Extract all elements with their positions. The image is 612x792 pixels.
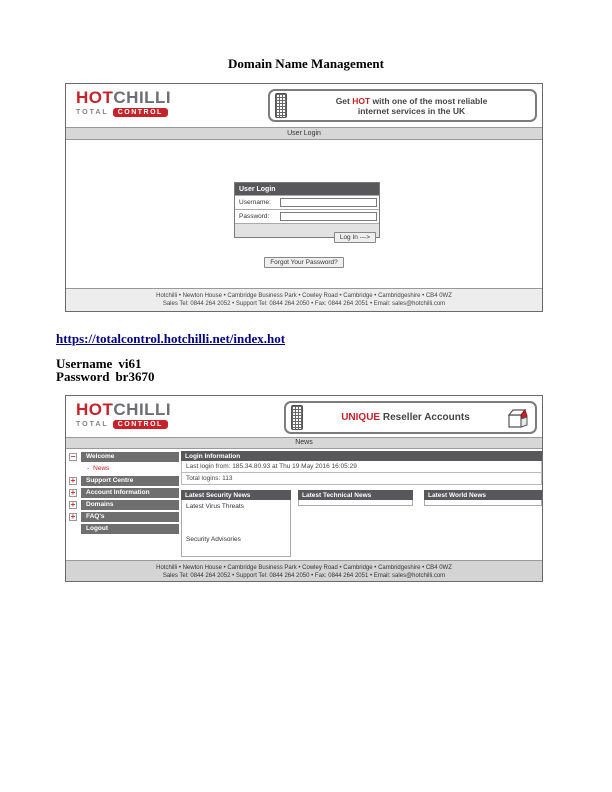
username-line-label: Username xyxy=(56,356,113,371)
sidebar-item-faqs[interactable] xyxy=(69,512,179,522)
footer-contact-line: Sales Tel: 0844 264 2052 • Support Tel: 0844 264 2050 • Fax: 0844 264 2051 • Email: sales@hotchilli.com xyxy=(162,573,446,579)
banner-text-rest: with one of the most reliable xyxy=(370,95,488,106)
site-footer xyxy=(66,288,542,311)
banner-text-highlight: UNIQUE xyxy=(341,411,381,423)
logo-control-badge: CONTROL xyxy=(113,108,168,117)
total-logins-row: Total logins: 113 xyxy=(181,473,542,485)
banner-text-line2: internet services in the UK xyxy=(357,105,466,116)
username-label: Username: xyxy=(239,199,271,206)
panel-header: Latest Security News xyxy=(181,490,291,500)
login-main-area xyxy=(66,140,542,290)
latest-virus-threats-link[interactable]: Latest Virus Threats xyxy=(186,503,244,510)
panel-header: Latest Technical News xyxy=(298,490,413,500)
promo-banner xyxy=(268,89,537,122)
sidebar-item-account-information[interactable] xyxy=(69,488,179,498)
panel-header: Latest World News xyxy=(424,490,542,500)
username-input[interactable] xyxy=(280,198,377,207)
expand-plus-icon[interactable]: + xyxy=(70,512,76,521)
banner-text-pre: Get xyxy=(335,95,353,106)
news-page-header xyxy=(66,396,542,437)
user-login-panel-header: User Login xyxy=(235,183,379,195)
login-information-header: Login Information xyxy=(181,451,542,461)
totalcontrol-link[interactable]: https://totalcontrol.hotchilli.net/index.hot xyxy=(56,331,286,346)
banner-text-rest: Reseller Accounts xyxy=(380,411,470,423)
logo-wordmark xyxy=(76,90,171,106)
sidebar-item-label[interactable]: FAQ's xyxy=(81,512,179,522)
sidebar-item-label[interactable]: Support Centre xyxy=(81,476,179,486)
username-line-value: vi61 xyxy=(118,356,142,371)
panel-body xyxy=(181,500,291,557)
package-box-icon xyxy=(506,407,530,429)
hotchilli-logo xyxy=(76,90,171,117)
sidebar-item-label[interactable]: Account Information xyxy=(81,488,179,498)
password-line-label: Password xyxy=(56,369,110,384)
server-grid-icon xyxy=(291,405,303,430)
hotchilli-logo xyxy=(76,402,171,429)
forgot-password-row xyxy=(66,251,542,269)
logo-chilli-text: CHILLI xyxy=(113,88,172,107)
latest-security-news-panel xyxy=(181,490,291,557)
sidebar-item-welcome[interactable] xyxy=(69,452,179,462)
footer-address-line: Hotchilli • Newton House • Cambridge Business Park • Cowley Road • Cambridge • Cambridgeshire • CB4 0WZ xyxy=(156,565,452,571)
server-grid-icon xyxy=(275,93,287,118)
news-content-area xyxy=(66,449,542,562)
forgot-password-button[interactable]: Forgot Your Password? xyxy=(264,257,344,268)
page-section-bar: News xyxy=(66,437,542,449)
panel-body xyxy=(298,500,413,506)
sidebar-subitem-news[interactable] xyxy=(69,464,179,474)
logo-subline xyxy=(76,420,171,429)
site-footer xyxy=(66,560,542,581)
expand-plus-icon[interactable]: + xyxy=(70,476,76,485)
password-input[interactable] xyxy=(280,212,377,221)
sidebar-item-logout[interactable] xyxy=(69,524,179,534)
news-main-panels xyxy=(181,451,542,558)
sidebar-item-support-centre[interactable] xyxy=(69,476,179,486)
logo-total-text: TOTAL xyxy=(76,109,109,116)
banner-text-highlight: HOT xyxy=(352,95,371,106)
logo-hot-text: HOT xyxy=(76,400,114,419)
password-row xyxy=(235,209,379,223)
logo-control-badge: CONTROL xyxy=(113,420,168,429)
logo-chilli-text: CHILLI xyxy=(113,400,172,419)
expand-plus-icon[interactable]: + xyxy=(70,500,76,509)
user-login-panel xyxy=(234,182,380,241)
panel-body xyxy=(424,500,542,506)
password-line-value: br3670 xyxy=(115,369,155,384)
latest-world-news-panel xyxy=(424,490,542,506)
password-line xyxy=(56,370,154,383)
expand-plus-icon[interactable]: + xyxy=(70,488,76,497)
sidebar-menu xyxy=(69,452,179,536)
security-advisories-link[interactable]: Security Advisories xyxy=(186,536,241,543)
logo-hot-text: HOT xyxy=(76,88,114,107)
sidebar-item-label[interactable]: Domains xyxy=(81,500,179,510)
news-page-screenshot xyxy=(65,395,543,582)
subitem-dash-icon: - xyxy=(87,465,90,472)
news-panels-row xyxy=(181,490,542,558)
login-information-panel xyxy=(181,451,542,485)
credentials-block xyxy=(56,357,154,383)
logo-wordmark xyxy=(76,402,171,418)
latest-technical-news-panel xyxy=(298,490,413,506)
reseller-banner-text xyxy=(309,413,502,423)
username-row xyxy=(235,195,379,209)
login-page-screenshot xyxy=(65,83,543,312)
sidebar-item-label[interactable]: Logout xyxy=(81,524,179,534)
page-section-bar: User Login xyxy=(66,127,542,140)
logo-total-text: TOTAL xyxy=(76,421,109,428)
login-button-row xyxy=(235,223,379,241)
footer-address-line: Hotchilli • Newton House • Cambridge Business Park • Cowley Road • Cambridge • Cambridgeshire • CB4 0WZ xyxy=(156,293,452,299)
last-login-row: Last login from: 185.34.80.93 at Thu 19 May 2016 16:05:29 xyxy=(181,461,542,473)
promo-banner-text xyxy=(293,96,530,116)
password-label: Password: xyxy=(239,213,270,220)
footer-contact-line: Sales Tel: 0844 264 2052 • Support Tel: 0844 264 2050 • Fax: 0844 264 2051 • Email: sales@hotchilli.com xyxy=(162,301,446,307)
log-in-button[interactable]: Log In ---> xyxy=(334,232,376,243)
sidebar-item-domains[interactable] xyxy=(69,500,179,510)
reseller-banner xyxy=(284,401,537,434)
sidebar-subitem-label[interactable]: News xyxy=(93,465,110,472)
logo-subline xyxy=(76,108,171,117)
collapse-minus-icon[interactable]: − xyxy=(70,452,76,461)
page-title: Domain Name Management xyxy=(228,56,384,71)
login-page-header xyxy=(66,84,542,127)
sidebar-item-label[interactable]: Welcome xyxy=(81,452,179,462)
